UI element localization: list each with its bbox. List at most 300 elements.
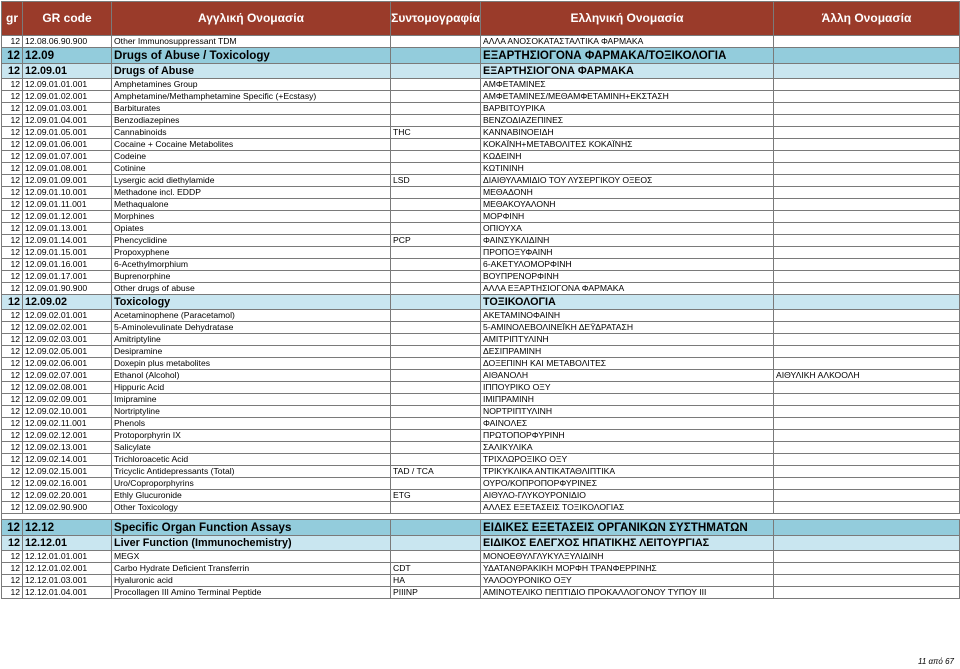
cell-greek-name: ΜΕΘΑΚΟΥΑΛΟΝΗ <box>481 199 774 211</box>
cell-greek-name: ΑΙΘΥΛΟ-ΓΛΥΚΟΥΡΟΝΙΔΙΟ <box>481 490 774 502</box>
cell-other-name <box>774 163 960 175</box>
cell-other-name <box>774 310 960 322</box>
cell-other-name <box>774 430 960 442</box>
cell-gr-code: 12.09.01.09.001 <box>23 175 112 187</box>
cell-gr: 12 <box>2 115 23 127</box>
cell-other-name <box>774 418 960 430</box>
cell-gr-code: 12.09.02.06.001 <box>23 358 112 370</box>
table-row <box>2 115 960 127</box>
cell-abbreviation <box>391 211 481 223</box>
table-row <box>2 163 960 175</box>
cell-other-name <box>774 406 960 418</box>
cell-gr: 12 <box>2 536 23 551</box>
cell-gr-code: 12.09.01.16.001 <box>23 259 112 271</box>
cell-abbreviation <box>391 79 481 91</box>
header-gr: gr <box>2 2 23 36</box>
table-row <box>2 382 960 394</box>
cell-greek-name: ΔΟΞΕΠΙΝΗ ΚΑΙ ΜΕΤΑΒΟΛΙΤΕΣ <box>481 358 774 370</box>
cell-english-name: Barbiturates <box>112 103 391 115</box>
cell-other-name <box>774 587 960 599</box>
cell-gr-code: 12.09.01.03.001 <box>23 103 112 115</box>
cell-other-name <box>774 382 960 394</box>
cell-gr: 12 <box>2 406 23 418</box>
cell-other-name <box>774 103 960 115</box>
cell-gr-code: 12.09.02.15.001 <box>23 466 112 478</box>
cell-other-name <box>774 235 960 247</box>
cell-abbreviation <box>391 346 481 358</box>
cell-english-name: Cocaine + Cocaine Metabolites <box>112 139 391 151</box>
cell-english-name: Methaqualone <box>112 199 391 211</box>
cell-gr-code: 12.09.01.08.001 <box>23 163 112 175</box>
cell-abbreviation <box>391 430 481 442</box>
cell-gr: 12 <box>2 490 23 502</box>
table-row <box>2 490 960 502</box>
cell-other-name <box>774 223 960 235</box>
cell-other-name <box>774 575 960 587</box>
cell-other-name <box>774 490 960 502</box>
cell-greek-name: 6-ΑΚΕΤΥΛΟΜΟΡΦΙΝΗ <box>481 259 774 271</box>
table-row <box>2 370 960 382</box>
cell-gr-code: 12.09.02.12.001 <box>23 430 112 442</box>
cell-gr: 12 <box>2 64 23 79</box>
cell-gr-code: 12.09.01.02.001 <box>23 91 112 103</box>
cell-abbreviation <box>391 322 481 334</box>
cell-gr: 12 <box>2 163 23 175</box>
cell-english-name: Drugs of Abuse <box>112 64 391 79</box>
cell-gr: 12 <box>2 394 23 406</box>
cell-abbreviation <box>391 418 481 430</box>
cell-gr: 12 <box>2 382 23 394</box>
cell-greek-name: ΑΛΛΑ ΑΝΟΣΟΚΑΤΑΣΤΑΛΤΙΚΑ ΦΑΡΜΑΚΑ <box>481 36 774 48</box>
cell-gr: 12 <box>2 587 23 599</box>
cell-other-name <box>774 536 960 551</box>
cell-gr: 12 <box>2 322 23 334</box>
cell-gr-code: 12.12.01.02.001 <box>23 563 112 575</box>
cell-greek-name: ΒΑΡΒΙΤΟΥΡΙΚΑ <box>481 103 774 115</box>
cell-abbreviation: TAD / TCA <box>391 466 481 478</box>
cell-gr: 12 <box>2 259 23 271</box>
subgroup-row <box>2 64 960 79</box>
cell-abbreviation <box>391 382 481 394</box>
cell-other-name <box>774 199 960 211</box>
cell-greek-name: ΕΙΔΙΚΕΣ ΕΞΕΤΑΣΕΙΣ ΟΡΓΑΝΙΚΩΝ ΣΥΣΤΗΜΑΤΩΝ <box>481 520 774 536</box>
cell-abbreviation <box>391 520 481 536</box>
cell-gr: 12 <box>2 334 23 346</box>
cell-gr: 12 <box>2 187 23 199</box>
cell-abbreviation <box>391 151 481 163</box>
cell-gr-code: 12.12.01 <box>23 536 112 551</box>
cell-other-name <box>774 259 960 271</box>
cell-abbreviation: THC <box>391 127 481 139</box>
cell-abbreviation <box>391 394 481 406</box>
cell-gr: 12 <box>2 454 23 466</box>
cell-other-name <box>774 394 960 406</box>
cell-abbreviation: ETG <box>391 490 481 502</box>
cell-abbreviation: LSD <box>391 175 481 187</box>
cell-other-name <box>774 139 960 151</box>
cell-english-name: Opiates <box>112 223 391 235</box>
cell-abbreviation <box>391 259 481 271</box>
cell-english-name: Phenols <box>112 418 391 430</box>
cell-other-name <box>774 64 960 79</box>
cell-greek-name: ΜΟΝΟΕΘΥΛΓΛΥΚΥΛΞΥΛΙΔΙΝΗ <box>481 551 774 563</box>
header-row <box>2 2 960 36</box>
cell-gr: 12 <box>2 91 23 103</box>
cell-other-name <box>774 358 960 370</box>
cell-greek-name: ΟΥΡΟ/ΚΟΠΡΟΠΟΡΦΥΡΙΝΕΣ <box>481 478 774 490</box>
cell-english-name: Imipramine <box>112 394 391 406</box>
cell-abbreviation <box>391 199 481 211</box>
cell-greek-name: ΙΜΙΠΡΑΜΙΝΗ <box>481 394 774 406</box>
page-number: 11 από 67 <box>917 657 954 666</box>
cell-english-name: Morphines <box>112 211 391 223</box>
table-row <box>2 247 960 259</box>
cell-other-name <box>774 48 960 64</box>
cell-abbreviation <box>391 271 481 283</box>
cell-gr: 12 <box>2 103 23 115</box>
cell-abbreviation <box>391 502 481 514</box>
cell-greek-name: ΕΞΑΡΤΗΣΙΟΓΟΝΑ ΦΑΡΜΑΚΑ <box>481 64 774 79</box>
cell-english-name: Procollagen III Amino Terminal Peptide <box>112 587 391 599</box>
cell-english-name: Liver Function (Immunochemistry) <box>112 536 391 551</box>
cell-gr: 12 <box>2 271 23 283</box>
cell-gr: 12 <box>2 466 23 478</box>
cell-english-name: Acetaminophene (Paracetamol) <box>112 310 391 322</box>
cell-gr-code: 12.09.01.06.001 <box>23 139 112 151</box>
cell-other-name <box>774 127 960 139</box>
cell-other-name <box>774 334 960 346</box>
table-row <box>2 575 960 587</box>
cell-gr-code: 12.09.01.13.001 <box>23 223 112 235</box>
cell-greek-name: ΜΕΘΑΔΟΝΗ <box>481 187 774 199</box>
cell-gr: 12 <box>2 127 23 139</box>
cell-greek-name: ΕΙΔΙΚΟΣ ΕΛΕΓΧΟΣ ΗΠΑΤΙΚΗΣ ΛΕΙΤΟΥΡΓΙΑΣ <box>481 536 774 551</box>
cell-abbreviation <box>391 283 481 295</box>
cell-gr-code: 12.09.02.09.001 <box>23 394 112 406</box>
cell-english-name: 5-Aminolevulinate Dehydratase <box>112 322 391 334</box>
cell-gr-code: 12.09.01.14.001 <box>23 235 112 247</box>
cell-other-name <box>774 322 960 334</box>
subgroup-row <box>2 295 960 310</box>
cell-abbreviation <box>391 478 481 490</box>
cell-other-name <box>774 478 960 490</box>
header-abbreviation: Συντομογραφία <box>391 2 481 36</box>
cell-gr: 12 <box>2 79 23 91</box>
cell-greek-name: ΥΑΛΟΟΥΡΟΝΙΚΟ ΟΞΥ <box>481 575 774 587</box>
cell-gr: 12 <box>2 478 23 490</box>
cell-gr-code: 12.09.02.07.001 <box>23 370 112 382</box>
cell-gr-code: 12.09.01 <box>23 64 112 79</box>
table-row <box>2 139 960 151</box>
cell-greek-name: ΑΜΙΝΟΤΕΛΙΚΟ ΠΕΠΤΙΔΙΟ ΠΡΟΚΑΛΛΟΓΟΝΟΥ ΤΥΠΟΥ III <box>481 587 774 599</box>
cell-abbreviation <box>391 310 481 322</box>
cell-other-name <box>774 271 960 283</box>
cell-english-name: Drugs of Abuse / Toxicology <box>112 48 391 64</box>
cell-other-name <box>774 247 960 259</box>
cell-greek-name: ΦΑΙΝΟΛΕΣ <box>481 418 774 430</box>
cell-other-name <box>774 36 960 48</box>
cell-gr-code: 12.12.01.03.001 <box>23 575 112 587</box>
cell-greek-name: ΙΠΠΟΥΡΙΚΟ ΟΞΥ <box>481 382 774 394</box>
cell-greek-name: ΑΜΙΤΡΙΠΤΥΛΙΝΗ <box>481 334 774 346</box>
cell-abbreviation <box>391 551 481 563</box>
cell-gr-code: 12.09.01.04.001 <box>23 115 112 127</box>
cell-english-name: Other Toxicology <box>112 502 391 514</box>
cell-english-name: Protoporphyrin IX <box>112 430 391 442</box>
cell-greek-name: ΚΩΤΙΝΙΝΗ <box>481 163 774 175</box>
cell-gr-code: 12.09.02.05.001 <box>23 346 112 358</box>
cell-english-name: Other Immunosuppressant TDM <box>112 36 391 48</box>
cell-english-name: Ethanol (Alcohol) <box>112 370 391 382</box>
cell-english-name: Desipramine <box>112 346 391 358</box>
table-row <box>2 334 960 346</box>
cell-other-name: ΑΙΘΥΛΙΚΗ ΑΛΚΟΟΛΗ <box>774 370 960 382</box>
cell-gr: 12 <box>2 430 23 442</box>
cell-greek-name: ΤΡΙΚΥΚΛΙΚΑ ΑΝΤΙΚΑΤΑΘΛΙΠΤΙΚΑ <box>481 466 774 478</box>
cell-greek-name: ΒΕΝΖΟΔΙΑΖΕΠΙΝΕΣ <box>481 115 774 127</box>
cell-gr: 12 <box>2 551 23 563</box>
header-greek-name: Ελληνική Ονομασία <box>481 2 774 36</box>
cell-gr-code: 12.09.01.12.001 <box>23 211 112 223</box>
table-row <box>2 259 960 271</box>
cell-gr: 12 <box>2 563 23 575</box>
cell-gr-code: 12.09.02.08.001 <box>23 382 112 394</box>
table-row <box>2 442 960 454</box>
cell-gr-code: 12.12.01.01.001 <box>23 551 112 563</box>
cell-english-name: Lysergic acid diethylamide <box>112 175 391 187</box>
cell-greek-name: ΚΩΔΕΙΝΗ <box>481 151 774 163</box>
cell-greek-name: ΒΟΥΠΡΕΝΟΡΦΙΝΗ <box>481 271 774 283</box>
cell-gr-code: 12.09.02 <box>23 295 112 310</box>
cell-gr: 12 <box>2 235 23 247</box>
cell-greek-name: ΑΜΦΕΤΑΜΙΝΕΣ/ΜΕΘΑΜΦΕΤΑΜΙΝΗ+ΕΚΣΤΑΣΗ <box>481 91 774 103</box>
cell-english-name: Amitriptyline <box>112 334 391 346</box>
cell-english-name: Salicylate <box>112 442 391 454</box>
cell-gr: 12 <box>2 247 23 259</box>
cell-greek-name: ΟΠΙΟΥΧΑ <box>481 223 774 235</box>
cell-english-name: Cotinine <box>112 163 391 175</box>
cell-gr: 12 <box>2 175 23 187</box>
cell-gr-code: 12.09.01.01.001 <box>23 79 112 91</box>
table-row <box>2 358 960 370</box>
cell-gr-code: 12.09.01.11.001 <box>23 199 112 211</box>
cell-gr: 12 <box>2 310 23 322</box>
subgroup-row <box>2 536 960 551</box>
cell-gr-code: 12.09.02.20.001 <box>23 490 112 502</box>
cell-gr-code: 12.09.02.10.001 <box>23 406 112 418</box>
cell-abbreviation <box>391 358 481 370</box>
cell-greek-name: ΝΟΡΤΡΙΠΤΥΛΙΝΗ <box>481 406 774 418</box>
cell-other-name <box>774 175 960 187</box>
cell-gr: 12 <box>2 36 23 48</box>
cell-english-name: Codeine <box>112 151 391 163</box>
cell-other-name <box>774 502 960 514</box>
header-gr-code: GR code <box>23 2 112 36</box>
cell-abbreviation: PCP <box>391 235 481 247</box>
cell-greek-name: ΚΟΚΑΪΝΗ+ΜΕΤΑΒΟΛΙΤΕΣ ΚΟΚΑΪΝΗΣ <box>481 139 774 151</box>
table-row <box>2 79 960 91</box>
cell-other-name <box>774 346 960 358</box>
cell-abbreviation <box>391 454 481 466</box>
cell-abbreviation <box>391 163 481 175</box>
cell-english-name: Propoxyphene <box>112 247 391 259</box>
cell-english-name: Ethly Glucuronide <box>112 490 391 502</box>
cell-greek-name: 5-ΑΜΙΝΟΛΕΒΟΛΙΝΕΪΚΗ ΔΕΫΔΡΑΤΑΣΗ <box>481 322 774 334</box>
cell-gr: 12 <box>2 48 23 64</box>
table-row <box>2 551 960 563</box>
cell-abbreviation <box>391 36 481 48</box>
cell-english-name: Amphetamines Group <box>112 79 391 91</box>
cell-gr-code: 12.09.01.17.001 <box>23 271 112 283</box>
cell-english-name: Carbo Hydrate Deficient Transferrin <box>112 563 391 575</box>
cell-gr-code: 12.09.02.01.001 <box>23 310 112 322</box>
cell-english-name: Uro/Coproporphyrins <box>112 478 391 490</box>
cell-english-name: Other drugs of abuse <box>112 283 391 295</box>
cell-other-name <box>774 283 960 295</box>
cell-english-name: Cannabinoids <box>112 127 391 139</box>
cell-greek-name: ΚΑΝΝΑΒΙΝΟΕΙΔΗ <box>481 127 774 139</box>
cell-other-name <box>774 295 960 310</box>
cell-abbreviation <box>391 103 481 115</box>
cell-other-name <box>774 551 960 563</box>
table-row <box>2 271 960 283</box>
cell-abbreviation <box>391 370 481 382</box>
table-row <box>2 223 960 235</box>
cell-abbreviation <box>391 247 481 259</box>
cell-abbreviation <box>391 223 481 235</box>
cell-gr-code: 12.09.02.13.001 <box>23 442 112 454</box>
group-row <box>2 520 960 536</box>
table-row <box>2 346 960 358</box>
cell-gr: 12 <box>2 575 23 587</box>
cell-gr: 12 <box>2 442 23 454</box>
cell-gr-code: 12.12 <box>23 520 112 536</box>
cell-gr: 12 <box>2 199 23 211</box>
cell-english-name: Doxepin plus metabolites <box>112 358 391 370</box>
cell-english-name: MEGX <box>112 551 391 563</box>
cell-abbreviation <box>391 442 481 454</box>
table-row <box>2 587 960 599</box>
table-body <box>2 36 960 599</box>
table-row <box>2 235 960 247</box>
cell-other-name <box>774 79 960 91</box>
table-row <box>2 36 960 48</box>
cell-english-name: Trichloroacetic Acid <box>112 454 391 466</box>
cell-abbreviation <box>391 187 481 199</box>
cell-gr-code: 12.09.02.90.900 <box>23 502 112 514</box>
cell-gr-code: 12.09.02.16.001 <box>23 478 112 490</box>
cell-other-name <box>774 91 960 103</box>
cell-gr: 12 <box>2 283 23 295</box>
cell-gr-code: 12.09.01.90.900 <box>23 283 112 295</box>
cell-abbreviation <box>391 295 481 310</box>
table-row <box>2 454 960 466</box>
code-table <box>1 1 960 599</box>
cell-gr: 12 <box>2 370 23 382</box>
cell-english-name: Buprenorphine <box>112 271 391 283</box>
table-row <box>2 127 960 139</box>
cell-gr: 12 <box>2 346 23 358</box>
cell-english-name: Toxicology <box>112 295 391 310</box>
cell-abbreviation <box>391 536 481 551</box>
table-row <box>2 175 960 187</box>
cell-gr: 12 <box>2 211 23 223</box>
cell-gr-code: 12.09.02.14.001 <box>23 454 112 466</box>
table-row <box>2 418 960 430</box>
cell-greek-name: ΑΙΘΑΝΟΛΗ <box>481 370 774 382</box>
header-other-name: Άλλη Ονομασία <box>774 2 960 36</box>
cell-abbreviation <box>391 406 481 418</box>
cell-other-name <box>774 187 960 199</box>
table-row <box>2 322 960 334</box>
table-row <box>2 151 960 163</box>
cell-greek-name: ΕΞΑΡΤΗΣΙΟΓΟΝΑ ΦΑΡΜΑΚΑ/ΤΟΞΙΚΟΛΟΓΙΑ <box>481 48 774 64</box>
cell-abbreviation <box>391 139 481 151</box>
cell-gr-code: 12.09.02.02.001 <box>23 322 112 334</box>
header-english-name: Αγγλική Ονομασία <box>112 2 391 36</box>
cell-gr: 12 <box>2 139 23 151</box>
table-row <box>2 103 960 115</box>
table-row <box>2 199 960 211</box>
cell-abbreviation <box>391 334 481 346</box>
cell-gr: 12 <box>2 223 23 235</box>
cell-gr: 12 <box>2 418 23 430</box>
cell-other-name <box>774 454 960 466</box>
cell-greek-name: ΑΛΛΑ ΕΞΑΡΤΗΣΙΟΓΟΝΑ ΦΑΡΜΑΚΑ <box>481 283 774 295</box>
cell-gr-code: 12.12.01.04.001 <box>23 587 112 599</box>
cell-gr-code: 12.09 <box>23 48 112 64</box>
table-row <box>2 394 960 406</box>
table-row <box>2 283 960 295</box>
cell-english-name: Nortriptyline <box>112 406 391 418</box>
cell-greek-name: ΔΕΣΙΠΡΑΜΙΝΗ <box>481 346 774 358</box>
cell-gr-code: 12.09.02.03.001 <box>23 334 112 346</box>
table-row <box>2 91 960 103</box>
table-row <box>2 563 960 575</box>
cell-english-name: Benzodiazepines <box>112 115 391 127</box>
cell-gr-code: 12.09.01.15.001 <box>23 247 112 259</box>
cell-other-name <box>774 151 960 163</box>
group-row <box>2 48 960 64</box>
cell-gr: 12 <box>2 295 23 310</box>
cell-abbreviation <box>391 48 481 64</box>
cell-greek-name: ΣΑΛΙΚΥΛΙΚΑ <box>481 442 774 454</box>
cell-english-name: Specific Organ Function Assays <box>112 520 391 536</box>
cell-abbreviation <box>391 91 481 103</box>
cell-gr-code: 12.09.01.05.001 <box>23 127 112 139</box>
cell-english-name: Hippuric Acid <box>112 382 391 394</box>
cell-english-name: 6-Acethylmorphium <box>112 259 391 271</box>
table-row <box>2 502 960 514</box>
cell-english-name: Tricyclic Antidepressants (Total) <box>112 466 391 478</box>
cell-gr-code: 12.09.02.11.001 <box>23 418 112 430</box>
table-row <box>2 211 960 223</box>
cell-greek-name: ΥΔΑΤΑΝΘΡΑΚΙΚΗ ΜΟΡΦΗ ΤΡΑΝΦΕΡΡΙΝΗΣ <box>481 563 774 575</box>
table-row <box>2 478 960 490</box>
cell-gr: 12 <box>2 358 23 370</box>
cell-abbreviation <box>391 115 481 127</box>
cell-greek-name: ΜΟΡΦΙΝΗ <box>481 211 774 223</box>
cell-greek-name: ΔΙΑΙΘΥΛΑΜΙΔΙΟ ΤΟΥ ΛΥΣΕΡΓΙΚΟΥ ΟΞΕΟΣ <box>481 175 774 187</box>
cell-greek-name: ΑΛΛΕΣ ΕΞΕΤΑΣΕΙΣ ΤΟΞΙΚΟΛΟΓΙΑΣ <box>481 502 774 514</box>
cell-other-name <box>774 442 960 454</box>
cell-english-name: Phencyclidine <box>112 235 391 247</box>
cell-other-name <box>774 211 960 223</box>
cell-gr-code: 12.09.01.07.001 <box>23 151 112 163</box>
cell-greek-name: ΤΡΙΧΛΩΡΟΞΙΚΟ ΟΞΥ <box>481 454 774 466</box>
cell-other-name <box>774 466 960 478</box>
cell-abbreviation: HA <box>391 575 481 587</box>
